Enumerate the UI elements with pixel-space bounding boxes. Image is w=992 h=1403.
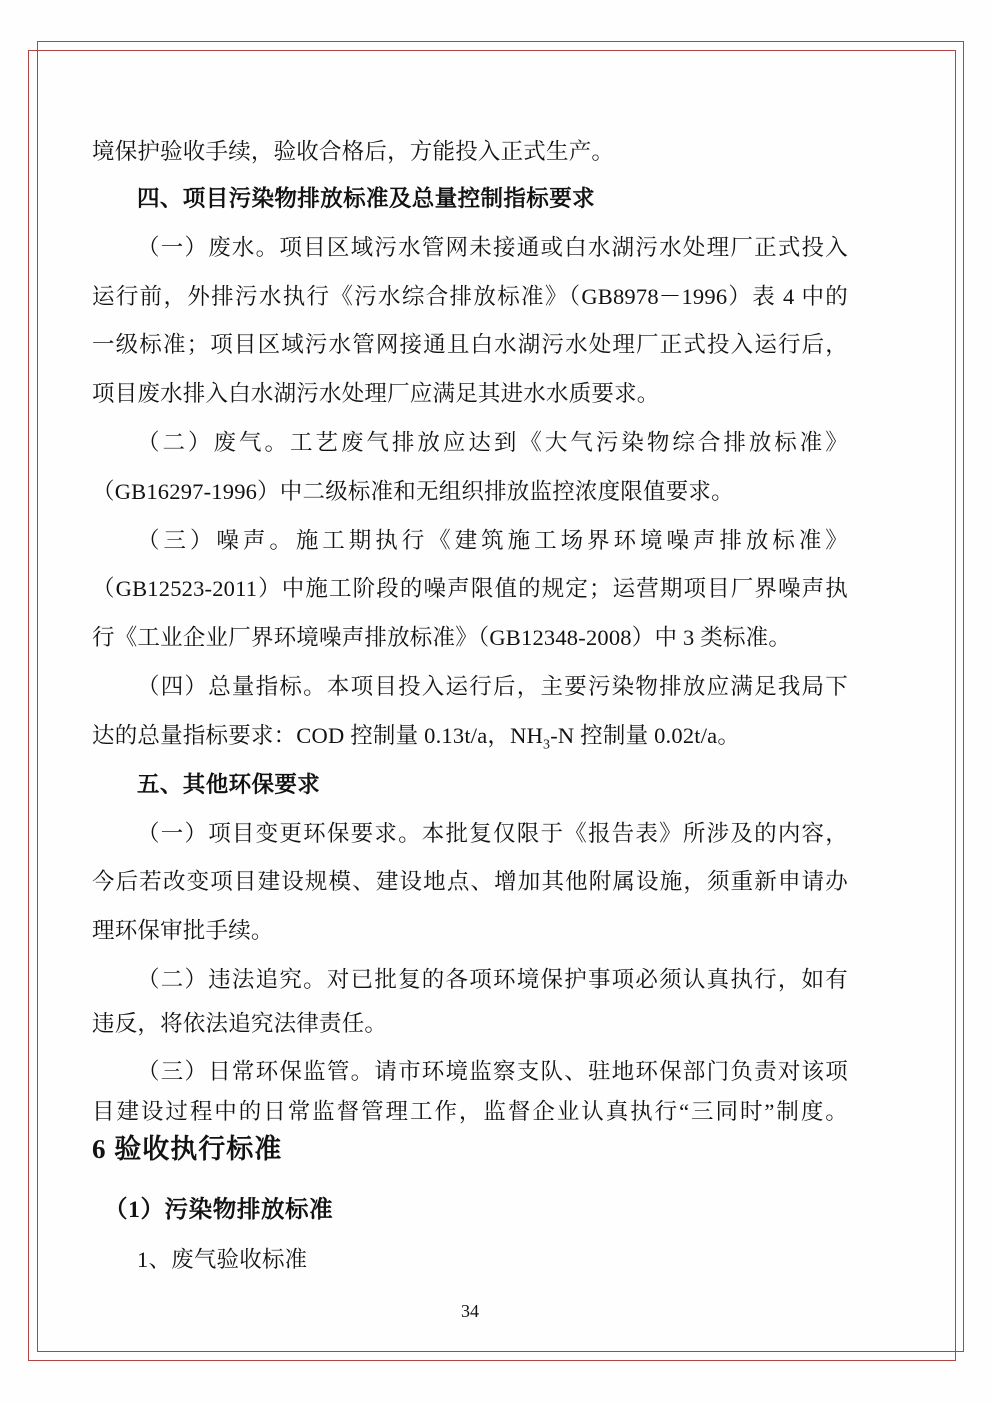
nh3-subscript: 3 — [543, 737, 551, 753]
chapter-heading-six: 6 验收执行标准 — [92, 1134, 283, 1164]
paragraph-line: 运行前，外排污水执行《污水综合排放标准》（GB8978－1996）表 4 中的 — [92, 284, 848, 309]
paragraph-line: （二）废气。工艺废气排放应达到《大气污染物综合排放标准》 — [137, 430, 848, 455]
paragraph-line: 理环保审批手续。 — [92, 918, 274, 943]
paragraph-line: 境保护验收手续，验收合格后，方能投入正式生产。 — [92, 139, 615, 164]
paragraph-line: 一级标准；项目区域污水管网接通且白水湖污水处理厂正式投入运行后， — [92, 332, 848, 357]
section-heading-four: 四、项目污染物排放标准及总量控制指标要求 — [137, 186, 596, 211]
paragraph-line: （GB12523-2011）中施工阶段的噪声限值的规定；运营期项目厂界噪声执 — [92, 576, 848, 601]
page-number: 34 — [461, 1301, 479, 1321]
paragraph-line: 项目废水排入白水湖污水处理厂应满足其进水水质要求。 — [92, 381, 660, 406]
subsection-heading: （1）污染物排放标准 — [104, 1197, 334, 1223]
cod-text-pre: 达的总量指标要求：COD 控制量 0.13t/a，NH — [92, 723, 544, 748]
cod-text-post: -N 控制量 0.02t/a。 — [550, 723, 741, 748]
paragraph-line: 违反，将依法追究法律责任。 — [92, 1011, 388, 1036]
paragraph-line: 目建设过程中的日常监督管理工作，监督企业认真执行“三同时”制度。 — [92, 1099, 848, 1124]
paragraph-line: （一）废水。项目区域污水管网未接通或白水湖污水处理厂正式投入 — [137, 235, 848, 260]
paragraph-line-cod — [92, 722, 848, 753]
paragraph-line: 今后若改变项目建设规模、建设地点、增加其他附属设施，须重新申请办 — [92, 869, 848, 894]
document-body — [92, 0, 848, 1403]
list-item-waste-gas: 1、废气验收标准 — [137, 1247, 308, 1272]
paragraph-line: 行《工业企业厂界环境噪声排放标准》（GB12348-2008）中 3 类标准。 — [92, 625, 792, 650]
paragraph-line: （一）项目变更环保要求。本批复仅限于《报告表》所涉及的内容， — [137, 821, 848, 846]
paragraph-line: （四）总量指标。本项目投入运行后，主要污染物排放应满足我局下 — [137, 674, 848, 699]
paragraph-line: （二）违法追究。对已批复的各项环境保护事项必须认真执行，如有 — [137, 967, 848, 992]
paragraph-line: （GB16297-1996）中二级标准和无组织排放监控浓度限值要求。 — [92, 479, 734, 504]
paragraph-line: （三）日常环保监管。请市环境监察支队、驻地环保部门负责对该项 — [137, 1059, 848, 1084]
section-heading-five: 五、其他环保要求 — [137, 772, 321, 797]
paragraph-line: （三）噪声。施工期执行《建筑施工场界环境噪声排放标准》 — [137, 528, 848, 553]
